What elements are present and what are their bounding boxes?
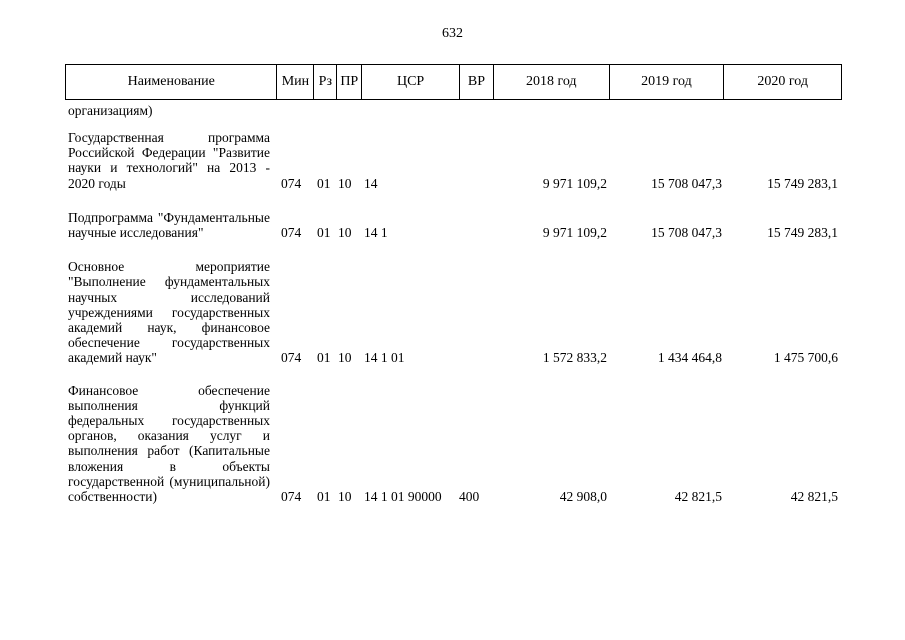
row-2020: 1 475 700,6 [773, 350, 838, 366]
row-2020: 15 749 283,1 [767, 225, 838, 241]
row-2020: 15 749 283,1 [767, 175, 838, 191]
budget-table [65, 64, 842, 504]
header-vr: ВР [459, 65, 493, 99]
row-min: 074 [281, 350, 302, 366]
header-2019: 2019 год [609, 65, 724, 99]
row-pr: 10 [338, 225, 352, 241]
row-2018: 9 971 109,2 [542, 225, 607, 241]
row-2019: 42 821,5 [674, 489, 722, 505]
header-pr: ПР [336, 65, 361, 99]
row-name: организациям) [68, 102, 153, 118]
row-min: 074 [281, 175, 302, 191]
header-rz: Рз [313, 65, 336, 99]
table-row [65, 210, 842, 240]
row-2020: 42 821,5 [790, 489, 838, 505]
table-row [65, 130, 842, 191]
row-2018: 42 908,0 [559, 489, 607, 505]
row-pr: 10 [338, 489, 352, 505]
header-2018: 2018 год [493, 65, 609, 99]
table-row [65, 383, 842, 505]
row-csr: 14 [364, 175, 378, 191]
row-rz: 01 [317, 225, 331, 241]
row-2019: 15 708 047,3 [651, 225, 722, 241]
header-name: Наименование [127, 74, 215, 89]
row-2018: 1 572 833,2 [542, 350, 607, 366]
row-name: Основное мероприятие "Выполнение фундаментальных научных исследований учреждениями государственных академий наук, финансовое обеспечение государственных академий наук" [68, 259, 270, 366]
header-2020: 2020 год [723, 65, 841, 99]
row-name: Государственная программа Российской Федерации "Развитие науки и технологий" на 2013 - 2020 годы [68, 130, 270, 191]
header-csr: ЦСР [361, 65, 459, 99]
row-2018: 9 971 109,2 [542, 175, 607, 191]
row-csr: 14 1 01 [364, 350, 405, 366]
row-rz: 01 [317, 175, 331, 191]
table-header [65, 64, 842, 100]
row-2019: 15 708 047,3 [651, 175, 722, 191]
row-2019: 1 434 464,8 [657, 350, 722, 366]
continuation-row [65, 100, 842, 118]
row-pr: 10 [338, 350, 352, 366]
row-min: 074 [281, 489, 302, 505]
row-name: Подпрограмма "Фундаментальные научные исследования" [68, 209, 270, 241]
row-csr: 14 1 01 90000 [364, 489, 442, 505]
row-min: 074 [281, 225, 302, 241]
page-number: 632 [442, 26, 463, 41]
row-pr: 10 [338, 175, 352, 191]
row-csr: 14 1 [364, 225, 388, 241]
row-rz: 01 [317, 350, 331, 366]
row-rz: 01 [317, 489, 331, 505]
row-vr: 400 [459, 489, 480, 505]
table-row [65, 259, 842, 365]
header-min: Мин [276, 65, 313, 99]
row-name: Финансовое обеспечение выполнения функций федеральных государственных органов, оказания услуг и выполнения работ (Капитальные вложения в объекты государственной (муниципальной) собственности) [68, 382, 270, 505]
